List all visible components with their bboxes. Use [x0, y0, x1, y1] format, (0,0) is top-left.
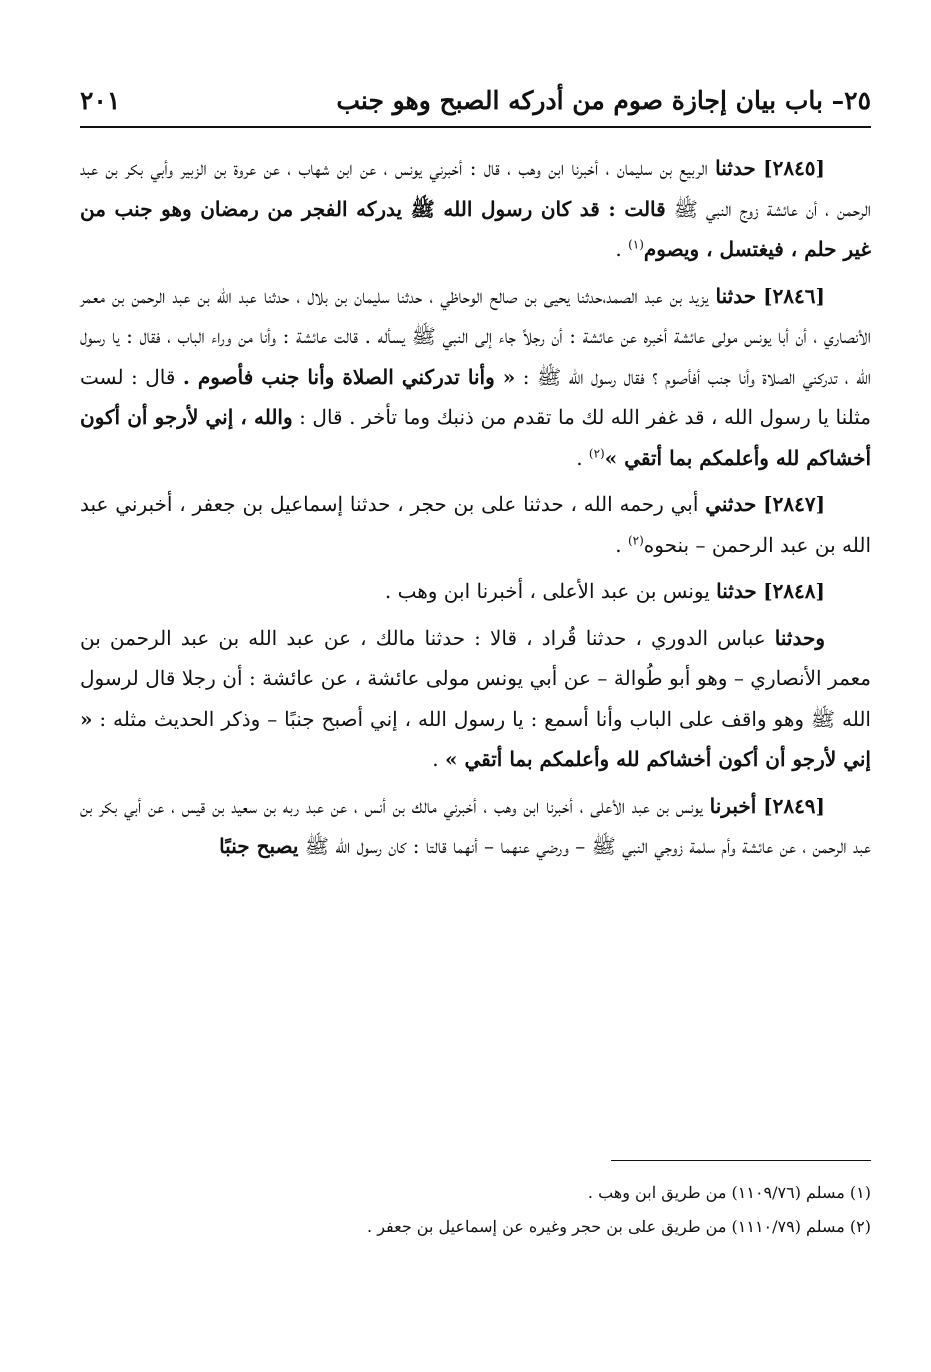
footnote-1: (١) مسلم (١١٠٩/٧٦) من طريق ابن وهب .: [587, 1183, 871, 1202]
hadith-text-continued: قال : لست مثلنا يا رسول الله ، قد غفر الله لك ما تقدم من ذنبك وما تأخر . قال :: [80, 364, 871, 429]
hadith-2848-second-chain: [80, 618, 871, 780]
header-divider: [80, 126, 871, 128]
hadith-lead: حدثنا: [715, 156, 756, 180]
hadith-lead: حدثني: [705, 492, 757, 516]
hadith-matn: قالت : قد كان رسول الله ﷺ يدركه الفجر من رمضان وهو جنب من غير حلم ، فيغتسل ، ويصوم: [80, 196, 871, 261]
hadith-text: يونس بن عبد الأعلى ، أخبرنا ابن وهب .: [384, 579, 710, 603]
hadith-text: عباس الدوري ، حدثنا قُراد ، قالا : حدثنا مالك ، عن عبد الله بن عبد الرحمن بن معمر الأنصاري – وهو أبو طُوالة – عن أبي يونس مولى عائشة ، عن عائشة : أن رجلا قال لرسول الله ﷺ وهو واقف على الباب وأنا أسمع : يا رسول الله ، إني أصبح جنبًا – وذكر الحديث مثله :: [80, 625, 871, 731]
chapter-title: ٢٥– باب بيان إجازة صوم من أدركه الصبح وهو جنب: [336, 85, 871, 115]
hadith-text: أبي رحمه الله ، حدثنا على بن حجر ، حدثنا إسماعيل بن جعفر ، أخبرني عبد الله بن عبد الرحمن – بنحوه: [80, 492, 871, 557]
hadith-text: الربيع بن سليمان ، أخبرنا ابن وهب ، قال : أخبرني يونس ، عن ابن شهاب ، عن عروة بن الزبير وأبي بكر بن عبد الرحمن ، أن عائشة زوج النبي ﷺ: [80, 156, 871, 221]
footnote-divider: [611, 1160, 871, 1161]
hadith-number: [٢٨٤٩]: [763, 793, 826, 818]
hadith-number: [٢٨٤٧]: [763, 492, 826, 516]
page-header: [80, 78, 871, 122]
hadith-lead: أخبرنا: [709, 793, 757, 818]
footnote-ref: (٢): [588, 445, 605, 460]
footnote-2: (٢) مسلم (١١١٠/٧٩) من طريق على بن حجر وغيره عن إسماعيل بن جعفر .: [367, 1217, 871, 1236]
footnote-ref: (١): [628, 237, 644, 252]
hadith-text: يونس بن عبد الأعلى ، أخبرنا ابن وهب ، أخبرني مالك بن أنس ، عن عبد ربه بن سعيد بن قيس ، عن أبي بكر بن عبد الرحمن ، عن عائشة وأم سلمة زوجي النبي ﷺ – ورضي عنهما – أنهما قالتا : كان رسول الله ﷺ: [80, 793, 871, 858]
hadith-matn: « وأنا تدركني الصلاة وأنا جنب فأصوم .: [182, 364, 516, 389]
hadith-2849: [80, 786, 871, 867]
hadith-matn: يصبح جنبًا: [219, 834, 299, 858]
hadith-matn: « إني لأرجو أن أكون أخشاكم لله وأعلمكم بما أتقي »: [80, 706, 871, 771]
hadith-2847: [80, 484, 871, 565]
hadith-text: يزيد بن عبد الصمد،حدثنا يحيى بن صالح الوحاظي ، حدثنا سليمان بن بلال ، حدثنا عبد الله بن عبد الرحمن بن معمر الأنصاري ، أن أبا يونس مولى عائشة أخبره عن عائشة : أن رجلاً جاء إلى النبي ﷺ يسأله . قالت عائشة : وأنا من وراء الباب ، فقال : يا رسول الله ، تدركني الصلاة وأنا جنب أفأصوم ؟ فقال رسول الله ﷺ :: [80, 283, 872, 389]
hadith-end: .: [615, 237, 629, 261]
hadith-lead: حدثنا: [715, 283, 757, 308]
footnote-ref: (٢): [627, 532, 644, 547]
hadith-lead: وحدثنا: [774, 625, 825, 650]
hadith-matn-continued: والله ، إني لأرجو أن أكون أخشاكم لله وأعلمكم بما أتقي »: [80, 405, 871, 470]
page-number: ٢٠١: [80, 85, 121, 115]
hadith-lead: حدثنا: [716, 579, 757, 603]
hadith-2846: [80, 276, 871, 479]
hadith-number: [٢٨٤٦]: [763, 283, 825, 308]
hadith-2848: [80, 571, 871, 612]
hadith-end: .: [615, 532, 628, 557]
hadith-number: [٢٨٤٨]: [763, 579, 825, 603]
hadith-end: .: [432, 747, 445, 771]
hadith-end: .: [576, 445, 589, 470]
hadith-2845: [80, 148, 871, 270]
footnotes: [80, 1176, 871, 1244]
hadith-number: [٢٨٤٥]: [763, 156, 826, 180]
main-text: [80, 148, 871, 873]
